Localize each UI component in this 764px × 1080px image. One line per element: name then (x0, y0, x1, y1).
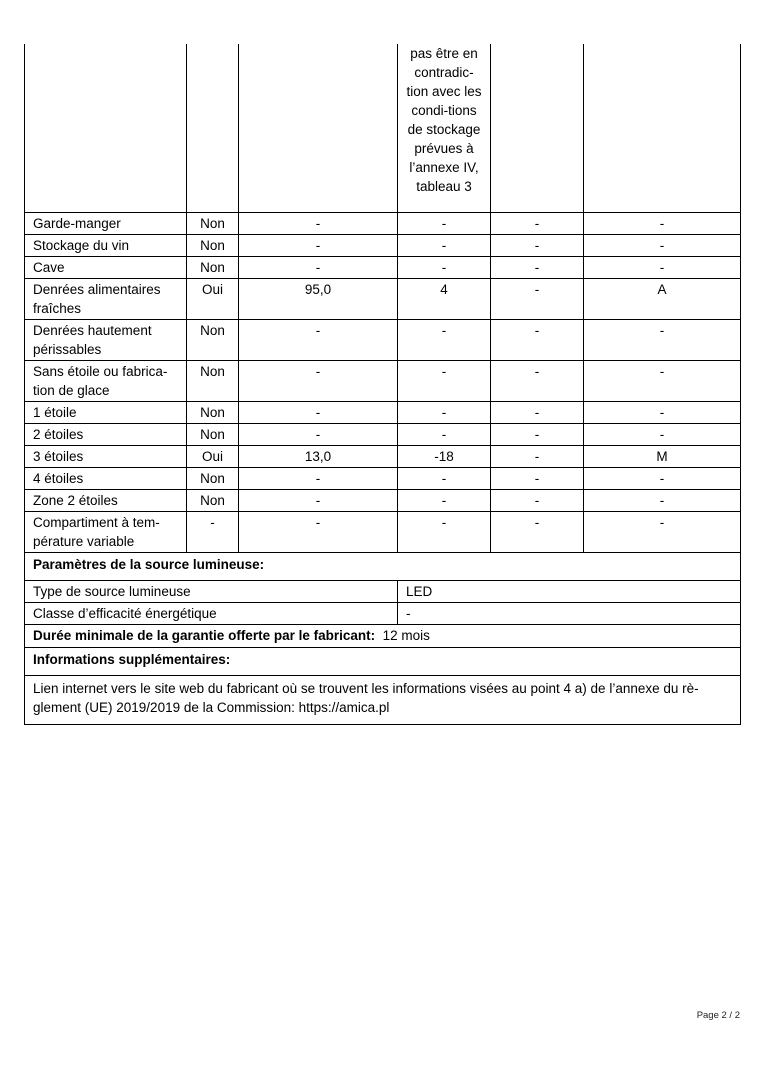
compartment-defrost: - (491, 320, 584, 361)
compartment-name: 4 étoiles (25, 468, 187, 490)
compartment-temperature: - (398, 257, 491, 279)
table-cell (187, 44, 239, 213)
warranty-row (25, 625, 741, 648)
compartment-volume: 13,0 (239, 446, 398, 468)
compartment-name: 2 étoiles (25, 424, 187, 446)
compartment-volume: - (239, 402, 398, 424)
compartment-present: Non (187, 490, 239, 512)
compartment-class: - (584, 213, 741, 235)
table-row (25, 213, 741, 235)
compartment-class: - (584, 512, 741, 553)
page-number: Page 2 / 2 (696, 1010, 740, 1021)
table-row (25, 235, 741, 257)
compartment-present: Non (187, 402, 239, 424)
table-row (25, 320, 741, 361)
light-type-value: LED (398, 581, 741, 603)
table-row (25, 468, 741, 490)
compartment-defrost: - (491, 213, 584, 235)
efficiency-label: Classe d’efficacité énergétique (25, 603, 398, 625)
additional-info-heading: Informations supplémentaires: (25, 648, 741, 676)
compartment-volume: - (239, 320, 398, 361)
compartment-name: Sans étoile ou fabrica-tion de glace (25, 361, 187, 402)
compartment-temperature: - (398, 512, 491, 553)
compartment-present: - (187, 512, 239, 553)
compartment-present: Oui (187, 446, 239, 468)
compartment-name: Compartiment à tem-pérature variable (25, 512, 187, 553)
warranty-cell (25, 625, 741, 648)
compartment-volume: 95,0 (239, 279, 398, 320)
compartment-volume: - (239, 235, 398, 257)
additional-info-row (25, 676, 741, 725)
table-row (25, 402, 741, 424)
compartment-defrost: - (491, 279, 584, 320)
table-cell (25, 44, 187, 213)
compartment-volume: - (239, 361, 398, 402)
compartment-name: 3 étoiles (25, 446, 187, 468)
compartment-defrost: - (491, 490, 584, 512)
table-row (25, 424, 741, 446)
table-row (25, 361, 741, 402)
compartment-temperature: - (398, 320, 491, 361)
compartment-name: Denrées hautement périssables (25, 320, 187, 361)
compartment-class: - (584, 257, 741, 279)
compartment-temperature: - (398, 490, 491, 512)
compartment-class: - (584, 402, 741, 424)
light-source-table (24, 552, 741, 725)
light-type-label: Type de source lumineuse (25, 581, 398, 603)
compartment-temperature: - (398, 402, 491, 424)
additional-info-text: Lien internet vers le site web du fabricant où se trouvent les informations visées au point 4 a) de l’annexe du rè-glement (UE) 2019/2019 de la Commission: https://amica.pl (25, 676, 741, 725)
compartment-temperature: - (398, 424, 491, 446)
compartment-present: Non (187, 468, 239, 490)
compartment-temperature: - (398, 213, 491, 235)
compartment-name: Stockage du vin (25, 235, 187, 257)
additional-info-heading-row (25, 648, 741, 676)
compartment-volume: - (239, 257, 398, 279)
compartment-present: Non (187, 424, 239, 446)
table-row (25, 581, 741, 603)
compartment-volume: - (239, 512, 398, 553)
compartment-class: - (584, 361, 741, 402)
light-source-heading: Paramètres de la source lumineuse: (25, 553, 741, 581)
table-cell (491, 44, 584, 213)
compartment-volume: - (239, 490, 398, 512)
compartment-class: - (584, 490, 741, 512)
compartment-present: Non (187, 320, 239, 361)
compartment-present: Oui (187, 279, 239, 320)
warranty-label: Durée minimale de la garantie offerte par le fabricant: (33, 628, 376, 643)
continuation-text: pas être en contradic-tion avec les condi-tions de stockage prévues à l’annexe IV, tableau 3 (398, 44, 491, 213)
compartment-class: - (584, 320, 741, 361)
compartment-class: - (584, 235, 741, 257)
compartment-defrost: - (491, 257, 584, 279)
table-cell (239, 44, 398, 213)
compartment-volume: - (239, 213, 398, 235)
compartment-defrost: - (491, 361, 584, 402)
compartment-present: Non (187, 213, 239, 235)
compartment-present: Non (187, 235, 239, 257)
compartment-name: Cave (25, 257, 187, 279)
compartment-volume: - (239, 468, 398, 490)
compartment-temperature: 4 (398, 279, 491, 320)
light-source-heading-row (25, 553, 741, 581)
compartment-present: Non (187, 361, 239, 402)
compartment-name: Zone 2 étoiles (25, 490, 187, 512)
compartment-defrost: - (491, 446, 584, 468)
compartment-defrost: - (491, 235, 584, 257)
compartment-name: 1 étoile (25, 402, 187, 424)
compartment-defrost: - (491, 424, 584, 446)
table-row (25, 257, 741, 279)
compartment-present: Non (187, 257, 239, 279)
table-row (25, 279, 741, 320)
compartment-temperature: -18 (398, 446, 491, 468)
table-row (25, 490, 741, 512)
compartments-table (24, 44, 741, 553)
compartment-temperature: - (398, 468, 491, 490)
compartment-name: Denrées alimentaires fraîches (25, 279, 187, 320)
compartment-class: A (584, 279, 741, 320)
document-page (24, 44, 740, 725)
table-row (25, 446, 741, 468)
compartment-defrost: - (491, 512, 584, 553)
table-row-continuation (25, 44, 741, 213)
compartment-temperature: - (398, 361, 491, 402)
efficiency-value: - (398, 603, 741, 625)
table-cell (584, 44, 741, 213)
table-row (25, 603, 741, 625)
compartment-class: - (584, 468, 741, 490)
compartment-class: M (584, 446, 741, 468)
compartment-defrost: - (491, 468, 584, 490)
compartment-class: - (584, 424, 741, 446)
table-row (25, 512, 741, 553)
compartment-name: Garde-manger (25, 213, 187, 235)
compartment-defrost: - (491, 402, 584, 424)
compartment-temperature: - (398, 235, 491, 257)
warranty-value: 12 mois (382, 628, 430, 643)
compartment-volume: - (239, 424, 398, 446)
